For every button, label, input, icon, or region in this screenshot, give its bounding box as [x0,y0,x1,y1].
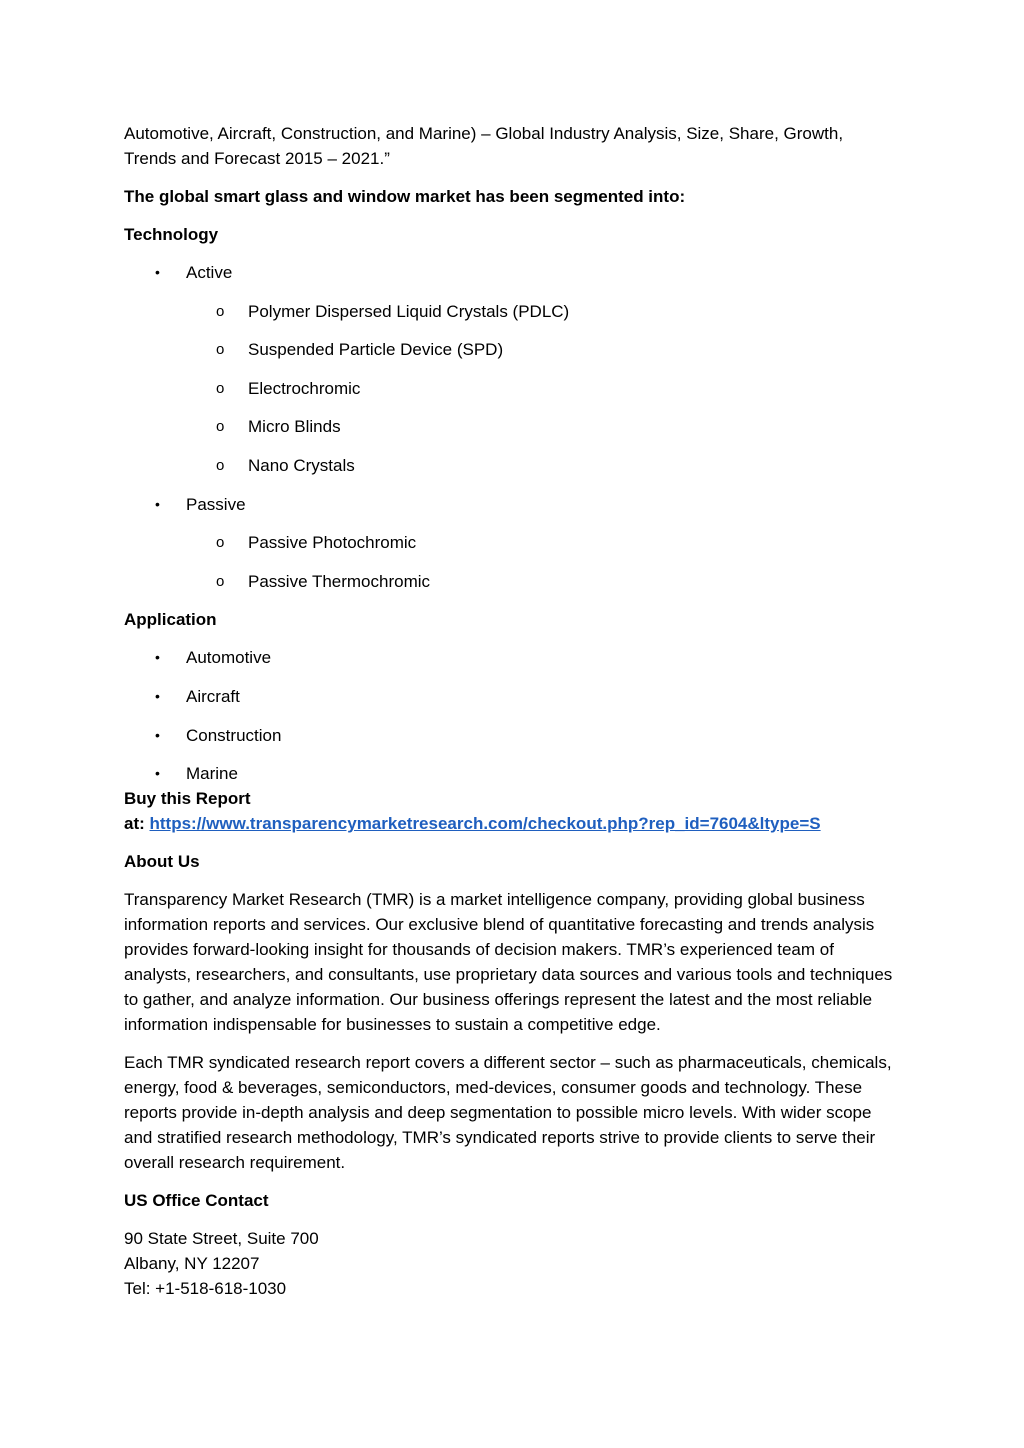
buy-report-label: Buy this Report [124,789,251,809]
about-paragraph-1: Transparency Market Research (TMR) is a market intelligence company, providing global business information reports and services. Our exclusive blend of quantitative forecasting and trends analysis provides forward-looking insight for thousands of decision makers. TMR’s experienced team of analysts, researchers, and consultants, use proprietary data sources and various tools and techniques to gather, and analyze information. Our business offerings represent the latest and the most reliable information indispensable for businesses to sustain a competitive edge. [124,890,893,1035]
active-sublist [186,299,904,478]
circle-bullet-icon: o [216,572,225,590]
list-item [124,684,904,709]
application-list [124,645,904,786]
bullet-icon: • [155,726,160,743]
sublist-item [186,299,904,324]
technology-heading: Technology [124,225,219,244]
about-paragraph-2: Each TMR syndicated research report covers a different sector – such as pharmaceuticals, chemicals, energy, food & beverages, semiconductors, med-devices, consumer goods and technology. These reports provide in-depth analysis and deep segmentation to possible micro levels. With wider scope and stratified research methodology, TMR’s syndicated reports strive to provide clients to serve their overall research requirement. [124,1053,892,1173]
circle-bullet-icon: o [216,341,225,359]
list-item [124,761,904,786]
circle-bullet-icon: o [216,456,225,474]
list-item [124,723,904,748]
list-item-label: Marine [186,764,238,784]
bullet-icon: • [155,495,160,512]
sublist-item [186,453,904,478]
about-heading: About Us [124,852,200,872]
list-item-label: Aircraft [186,686,240,706]
sublist-item-label: Passive Thermochromic [248,571,431,591]
circle-bullet-icon: o [216,302,225,320]
list-item-passive [124,492,904,594]
sublist-item-label: Polymer Dispersed Liquid Crystals (PDLC) [248,301,570,321]
buy-report-link[interactable]: https://www.transparencymarketresearch.com/checkout.php?rep_id=7604&ltype=S [149,814,821,834]
document-page [124,121,904,1301]
telephone: Tel: +1-518-618-1030 [124,1279,287,1299]
technology-list [124,260,904,594]
sublist-item-label: Suspended Particle Device (SPD) [248,340,504,360]
list-item [124,645,904,670]
sublist-item-label: Micro Blinds [248,417,341,437]
list-item-active [124,260,904,478]
circle-bullet-icon: o [216,379,225,397]
bullet-icon: • [155,649,160,666]
sublist-item-label: Electrochromic [248,378,361,398]
buy-report-prefix: at: [124,814,150,834]
sublist-item [186,414,904,439]
buy-report-block [124,786,904,836]
bullet-icon: • [155,264,160,280]
circle-bullet-icon: o [216,534,225,552]
list-item-label: Construction [186,725,282,745]
contact-heading: US Office Contact [124,1191,269,1211]
list-item-label: Active [186,263,233,282]
address-line-2: Albany, NY 12207 [124,1254,260,1274]
intro-text [124,121,904,171]
bullet-icon: • [155,687,160,704]
circle-bullet-icon: o [216,418,225,436]
application-heading: Application [124,610,217,630]
sublist-item [186,376,904,401]
intro-line-1: Automotive, Aircraft, Construction, and Marine) – Global Industry Analysis, Size, Share, Growth, [124,124,844,143]
address-line-1: 90 State Street, Suite 700 [124,1229,319,1249]
segmented-heading: The global smart glass and window market has been segmented into: [124,187,686,206]
passive-sublist [186,530,904,594]
bullet-icon: • [155,765,160,782]
list-item-label: Automotive [186,648,272,668]
sublist-item [186,337,904,362]
list-item-label: Passive [186,494,246,514]
sublist-item-label: Passive Photochromic [248,533,417,553]
sublist-item [186,569,904,594]
sublist-item [186,530,904,555]
intro-line-2: Trends and Forecast 2015 – 2021.” [124,149,390,168]
sublist-item-label: Nano Crystals [248,455,355,475]
